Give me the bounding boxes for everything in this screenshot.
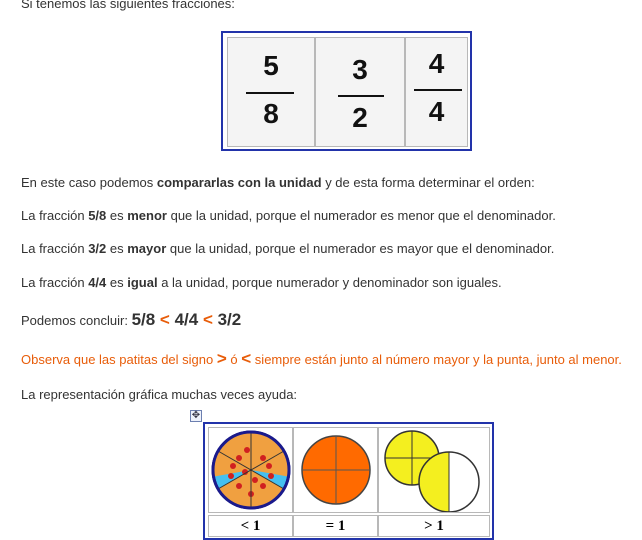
- line-text: es: [106, 275, 128, 290]
- move-anchor-icon[interactable]: ✥: [191, 410, 201, 421]
- line-text: La fracción: [21, 275, 89, 290]
- line-text: que la unidad, porque el numerador es mayor que el denominador.: [166, 241, 555, 256]
- fraction-numerator: 5: [263, 50, 279, 81]
- conclusion-label: Podemos concluir:: [21, 313, 132, 328]
- less-than-sign: <: [155, 310, 175, 329]
- line-menor: [21, 208, 556, 223]
- line-igual: [21, 275, 502, 290]
- line-text: La fracción: [21, 208, 89, 223]
- line-text: que la unidad, porque el numerador es menor que el denominador.: [166, 208, 556, 223]
- observa-text: ó: [226, 352, 242, 367]
- two-circles-icon: [379, 428, 489, 512]
- pizza-circle-icon: [209, 428, 292, 512]
- greater-than-one-label: > 1: [424, 518, 444, 534]
- fraction-ref: 3/2: [88, 241, 107, 256]
- compare-post: y de esta forma determinar el orden:: [321, 175, 535, 190]
- fraction-ref: 3/2: [217, 310, 242, 329]
- fraction-bar: [246, 92, 294, 94]
- less-than-sign: <: [241, 349, 252, 368]
- line-text: es: [106, 208, 128, 223]
- fraction-numerator: 3: [352, 54, 368, 85]
- fraction-bar: [414, 89, 462, 91]
- fraction-denominator: 8: [263, 98, 279, 129]
- compare-bold: compararlas con la unidad: [156, 175, 322, 190]
- fraction-numerator: 4: [428, 48, 445, 79]
- fractions-table: [221, 31, 472, 151]
- fraction-bar: [338, 95, 384, 97]
- comparison-word: mayor: [127, 241, 167, 256]
- fraction-ref: 4/4: [174, 310, 199, 329]
- conclusion-line: [21, 310, 241, 330]
- full-circle-icon: [294, 428, 377, 512]
- label-cell: [293, 515, 378, 537]
- grafica-text: La representación gráfica muchas veces ayuda:: [21, 387, 298, 402]
- line-text: es: [106, 241, 128, 256]
- line-mayor: [21, 241, 554, 256]
- graphic-cell: [378, 427, 490, 513]
- compare-text: [21, 175, 535, 190]
- line-text: La fracción: [21, 241, 89, 256]
- label-cell: [378, 515, 490, 537]
- fraction-ref: 5/8: [88, 208, 107, 223]
- graphic-table: [203, 422, 494, 540]
- intro-text: Si tenemos las siguientes fracciones:: [21, 0, 235, 11]
- fraction-cell: [315, 37, 405, 147]
- label-cell: [208, 515, 293, 537]
- equal-one-label: = 1: [325, 518, 346, 534]
- observa-text: Observa que las patitas del signo: [21, 352, 217, 367]
- fraction-ref: 5/8: [131, 310, 156, 329]
- graphic-cell: [208, 427, 293, 513]
- greater-than-sign: >: [216, 349, 227, 368]
- fraction-denominator: 2: [352, 102, 368, 133]
- observa-line: [21, 349, 622, 369]
- line-text: a la unidad, porque numerador y denominador son iguales.: [157, 275, 502, 290]
- compare-pre: En este caso podemos: [21, 175, 157, 190]
- comparison-word: igual: [127, 275, 158, 290]
- less-than-sign: <: [198, 310, 218, 329]
- fraction-ref: 4/4: [88, 275, 107, 290]
- fraction-cell: [227, 37, 315, 147]
- less-than-one-label: < 1: [240, 518, 261, 534]
- observa-text: siempre están junto al número mayor y la punta, junto al menor.: [251, 352, 622, 367]
- comparison-word: menor: [127, 208, 167, 223]
- graphic-cell: [293, 427, 378, 513]
- fraction-cell: [405, 37, 468, 147]
- fraction-denominator: 4: [428, 96, 445, 127]
